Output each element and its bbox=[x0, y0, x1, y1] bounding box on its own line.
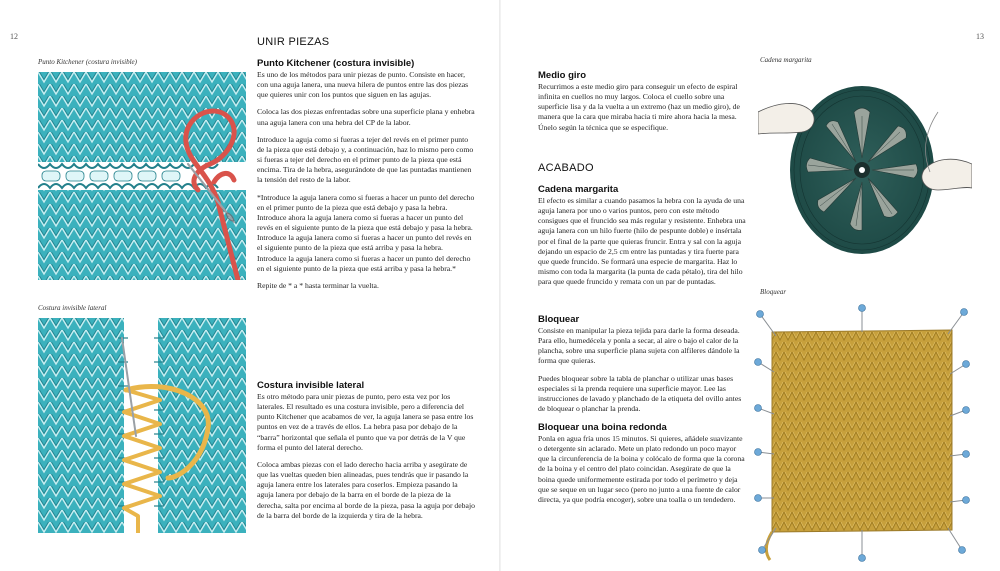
subheading-lateral: Costura invisible lateral bbox=[257, 380, 365, 391]
boina-body bbox=[538, 434, 748, 512]
section-title-acabado: ACABADO bbox=[538, 162, 594, 174]
kitchener-body bbox=[257, 70, 475, 298]
subheading-cadena: Cadena margarita bbox=[538, 184, 619, 195]
paragraph: Consiste en manipular la pieza tejida para darle la forma deseada. Para ello, humedécela y ponla a secar, al aire o bajo el calor de la plancha, sobre una superficie plana sujeta con alfileres dándole la forma que quieras. bbox=[538, 326, 740, 366]
book-gutter bbox=[499, 0, 501, 571]
paragraph: Coloca las dos piezas enfrentadas sobre una superficie plana y enhebra una aguja lanera con una hebra del CP de la labor. bbox=[257, 107, 475, 127]
figure-caption-lateral: Costura invisible lateral bbox=[38, 304, 107, 312]
subheading-boina: Bloquear una boina redonda bbox=[538, 422, 667, 433]
blocking-illustration bbox=[752, 302, 974, 564]
figure-caption-bloquear: Bloquear bbox=[760, 288, 787, 296]
paragraph: Recurrimos a este medio giro para conseguir un efecto de espiral infinita en cuellos no muy largos. Coloca el cuello sobre una superficie lisa y da la vuelta a un extremo (haz un medio giro), de manera que la cara que miraba hacia ti mire ahora hacia la mesa. Únelo según la técnica que se especifique. bbox=[538, 82, 740, 132]
lateral-seam-illustration bbox=[38, 318, 246, 533]
medio-giro-body bbox=[538, 82, 748, 140]
cadena-body bbox=[538, 196, 748, 294]
paragraph: Repite de * a * hasta terminar la vuelta. bbox=[257, 280, 379, 290]
paragraph: El efecto es similar a cuando pasamos la hebra con la ayuda de una aguja lanera por uno o varios puntos, pero con este método consigues que el fruncido sea más regular y resistente. Enhebra una aguja lanera con un hilo fuerte (hilo de pespunte doble) e insértala por el final de la parte que quieras fruncir. Entra y sal con la aguja dejando un espacio de 2,5 cm entre las puntadas y tira fuerte para que quede fruncido. Se formará una especie de margarita. Haz lo mismo con toda la margarita (la punta de cada pétalo), tira del hilo para que quede fruncido y remata con un par de puntadas. bbox=[538, 196, 746, 287]
page-number-right: 13 bbox=[976, 32, 984, 41]
lateral-body bbox=[257, 392, 475, 528]
subheading-bloquear: Bloquear bbox=[538, 314, 580, 325]
daisy-chain-beret-illustration bbox=[758, 72, 972, 268]
subheading-kitchener: Punto Kitchener (costura invisible) bbox=[257, 58, 415, 69]
paragraph: Puedes bloquear sobre la tabla de planchar o utilizar unas bases especiales si la prenda requiere una superficie mayor. Lee las instrucciones de lavado y planchado de la etiqueta del ovillo antes de bloquear o planchar la prenda. bbox=[538, 373, 742, 414]
section-title-unir-piezas: UNIR PIEZAS bbox=[257, 36, 330, 48]
figure-caption-kitchener: Punto Kitchener (costura invisible) bbox=[38, 58, 137, 66]
kitchener-stitch-illustration bbox=[38, 72, 246, 280]
subheading-medio-giro: Medio giro bbox=[538, 70, 587, 81]
bloquear-body bbox=[538, 326, 748, 421]
paragraph: Introduce la aguja como si fueras a tejer del revés en el primer punto de la pieza que está debajo y, a continuación, haz lo mismo pero como si fueras a tejer del derecho en el primer punto de la pieza que está encima. Tira de la hebra, asegurándote de que las puntadas mantienen la tensión del resto de la labor. bbox=[257, 134, 474, 185]
paragraph: Es uno de los métodos para unir piezas de punto. Consiste en hacer, con una aguja lanera, una nueva hilera de puntos entre las dos piezas que quieres unir con los puntos que siguen en las agujas. bbox=[257, 70, 469, 100]
paragraph: Es otro método para unir piezas de punto, pero esta vez por los laterales. El resultado es una costura invisible, pero a diferencia del punto Kitchener que acabamos de ver, la aguja lanera se pasa entre los puntos en vez de a través de ellos. La hebra pasa por debajo de la “barra” horizontal que señala el punto que va por detrás de la V que forma el punto del lateral derecho. bbox=[257, 392, 474, 452]
figure-caption-cadena: Cadena margarita bbox=[760, 56, 812, 64]
page-number-left: 12 bbox=[10, 32, 18, 41]
paragraph: Ponla en agua fría unos 15 minutos. Si quieres, añádele suavizante o detergente sin aclarado. Mete un plato redondo un poco mayor que la circunferencia de la boina y colócalo de forma que la corona de la boina y el centro del plato coincidan. Asegúrate de que la boina quede uniformemente estirada por todo el perímetro y deja que se seque en un lugar seco (pero no junto a una fuente de calor directa, ya que podría encoger), sobre una toalla o un tendedero. bbox=[538, 434, 745, 504]
paragraph: *Introduce la aguja lanera como si fueras a hacer un punto del derecho en el primer punto de la pieza que está debajo y pasa la hebra. Introduce ahora la aguja lanera como si fueras a hacer un punto del revés en el siguiente punto de la pieza que está debajo y pasa la hebra. Introduce la aguja lanera como si fueras a hacer un punto del revés en el siguiente punto de la pieza que está arriba y pasa la hebra. Introduce la aguja lanera como si fueras a hacer un punto del derecho en el siguiente punto de la pieza que está arriba y pasa la hebra.* bbox=[257, 192, 475, 273]
paragraph: Coloca ambas piezas con el lado derecho hacia arriba y asegúrate de que las vueltas queden bien alineadas, pues tendrás que ir pasando la aguja lanera entre los laterales para coserlos. Empieza pasando la aguja lanera por debajo de la barra en el borde de la pieza de la derecha, salta por encima al borde de la pieza, pasa la aguja por debajo de la barra del borde de la izquierda y tira de la hebra. bbox=[257, 459, 475, 520]
